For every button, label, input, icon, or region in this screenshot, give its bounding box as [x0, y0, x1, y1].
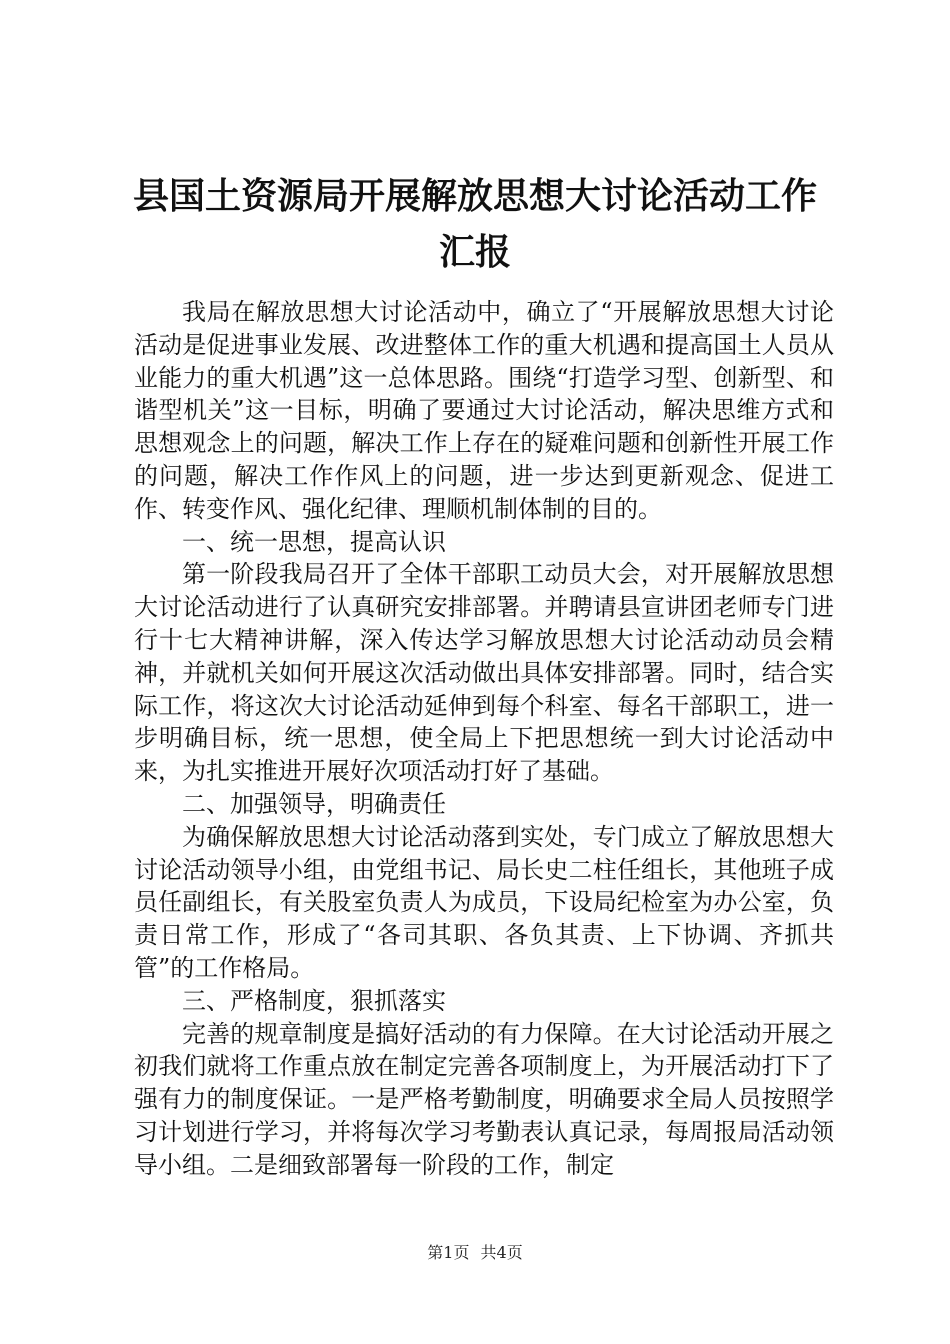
page-footer: [0, 1240, 950, 1263]
section-3-paragraph: 完善的规章制度是搞好活动的有力保障。在大讨论活动开展之初我们就将工作重点放在制定完善各项制度上，为开展活动打下了强有力的制度保证。一是严格考勤制度，明确要求全局人员按照学习计划进行学习，并将每次学习考勤表认真记录，每周报局活动领导小组。二是细致部署每一阶段的工作，制定: [134, 1019, 834, 1179]
document-title: 县国土资源局开展解放思想大讨论活动工作汇报: [132, 175, 817, 273]
section-heading-2: 二、加强领导，明确责任: [182, 789, 446, 818]
section-1-paragraph: 第一阶段我局召开了全体干部职工动员大会，对开展解放思想大讨论活动进行了认真研究安排部署。并聘请县宣讲团老师专门进行十七大精神讲解，深入传达学习解放思想大讨论活动动员会精神，并就机关如何开展这次活动做出具体安排部署。同时，结合实际工作，将这次大讨论活动延伸到每个科室、每名干部职工，进一步明确目标，统一思想，使全局上下把思想统一到大讨论活动中来，为扎实推进开展好次项活动打好了基础。: [134, 560, 834, 786]
section-heading-3: 三、严格制度，狠抓落实: [182, 986, 446, 1015]
section-2-paragraph: 为确保解放思想大讨论活动落到实处，专门成立了解放思想大讨论活动领导小组，由党组书记、局长史二柱任组长，其他班子成员任副组长，有关股室负责人为成员，下设局纪检室为办公室，负责日常工作，形成了“各司其职、各负其责、上下协调、齐抓共管”的工作格局。: [134, 822, 834, 982]
intro-paragraph: 我局在解放思想大讨论活动中，确立了“开展解放思想大讨论活动是促进事业发展、改进整体工作的重大机遇和提高国土人员从业能力的重大机遇”这一总体思路。围绕“打造学习型、创新型、和谐型机关”这一目标，明确了要通过大讨论活动，解决思维方式和思想观念上的问题，解决工作上存在的疑难问题和创新性开展工作的问题，解决工作作风上的问题，进一步达到更新观念、促进工作、转变作风、强化纪律、理顺机制体制的目的。: [134, 298, 834, 523]
document-body: [134, 296, 834, 1182]
page-total: 共4页: [480, 1243, 523, 1262]
section-heading-1: 一、统一思想，提高认识: [182, 527, 446, 556]
page-number: 第1页: [427, 1243, 470, 1262]
